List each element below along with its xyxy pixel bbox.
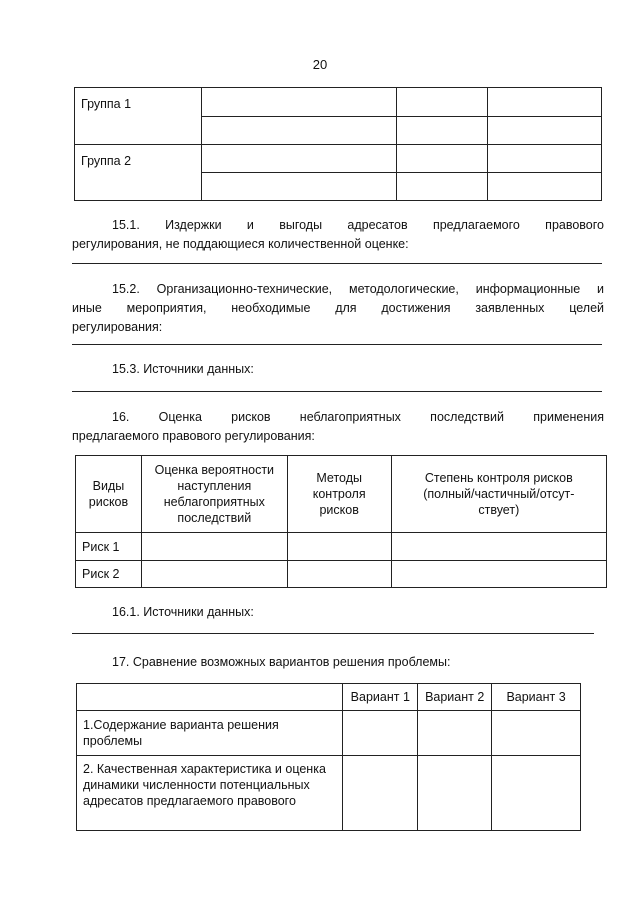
table-cell: [397, 145, 488, 173]
header-risk-types-label: Виды рисков: [88, 479, 129, 509]
table-cell: [492, 756, 581, 831]
answer-line: [72, 344, 602, 345]
table-cell: [287, 533, 391, 561]
section-16-1-text: 16.1. Источники данных:: [112, 605, 254, 619]
section-16-line1: 16. Оценка рисков неблагоприятных последствий применения: [112, 410, 604, 424]
header-probability-label: Оценка вероятности наступления неблагоприятных последствий: [154, 463, 275, 525]
section-15-1-line1: 15.1. Издержки и выгоды адресатов предлагаемого правового: [112, 218, 604, 232]
table-cell: [391, 561, 606, 588]
header-risk-types: [76, 456, 142, 533]
table-cell: [397, 173, 488, 201]
table-cell: [418, 756, 492, 831]
section-15-2-line3: регулирования:: [72, 320, 163, 334]
row-variant-content: 1.Содержание варианта решения проблемы: [77, 711, 343, 756]
table-cell: [343, 711, 418, 756]
table-cell: [492, 711, 581, 756]
header-control-methods-label: Методы контроля рисков: [312, 471, 366, 517]
table-cell: [488, 145, 602, 173]
section-15-1-line2: регулирования, не поддающиеся количественной оценке:: [72, 237, 409, 251]
answer-line: [72, 633, 594, 634]
risk-1-label: Риск 1: [76, 533, 142, 561]
page-number: 20: [312, 57, 328, 72]
section-15-2-line1: 15.2. Организационно-технические, методологические, информационные и: [112, 282, 604, 296]
table-cell: [201, 117, 397, 145]
section-15-2-line2: иные мероприятия, необходимые для достижения заявленных целей: [72, 301, 604, 315]
variants-table: [76, 683, 581, 831]
header-control-methods: [287, 456, 391, 533]
table-cell: [287, 561, 391, 588]
section-15-2: [72, 280, 604, 337]
row-qualitative-characteristic: 2. Качественная характеристика и оценка динамики численности потенциальных адресатов предлагаемого правового: [77, 756, 343, 831]
section-17-text: 17. Сравнение возможных вариантов решения проблемы:: [112, 655, 451, 669]
header-probability: [141, 456, 287, 533]
header-control-degree: [391, 456, 606, 533]
risk-2-label: Риск 2: [76, 561, 142, 588]
header-control-degree-label: Степень контроля рисков (полный/частичный/отсут-ствует): [423, 471, 575, 517]
header-variant-2: Вариант 2: [418, 684, 492, 711]
header-variant-1: Вариант 1: [343, 684, 418, 711]
answer-line: [72, 391, 602, 392]
section-15-1: [72, 216, 604, 254]
table-cell: [343, 756, 418, 831]
table-cell: [397, 117, 488, 145]
table-cell: [391, 533, 606, 561]
risks-table: [75, 455, 607, 588]
answer-line: [72, 263, 602, 264]
table-cell: [141, 561, 287, 588]
table-cell: [397, 88, 488, 117]
header-variant-3: Вариант 3: [492, 684, 581, 711]
group-2-label: Группа 2: [75, 145, 202, 201]
table-cell: [488, 88, 602, 117]
section-17: [72, 653, 604, 672]
section-15-3: [72, 360, 604, 379]
table-cell: [488, 117, 602, 145]
table-cell: [418, 711, 492, 756]
table-cell: [141, 533, 287, 561]
section-16-1: [72, 603, 604, 622]
groups-table: [74, 87, 602, 201]
table-cell: [488, 173, 602, 201]
table-cell: [201, 145, 397, 173]
section-15-3-text: 15.3. Источники данных:: [112, 362, 254, 376]
section-16-line2: предлагаемого правового регулирования:: [72, 429, 315, 443]
group-1-label: Группа 1: [75, 88, 202, 145]
table-cell: [201, 173, 397, 201]
table-cell: [201, 88, 397, 117]
table-cell: [77, 684, 343, 711]
section-16: [72, 408, 604, 446]
